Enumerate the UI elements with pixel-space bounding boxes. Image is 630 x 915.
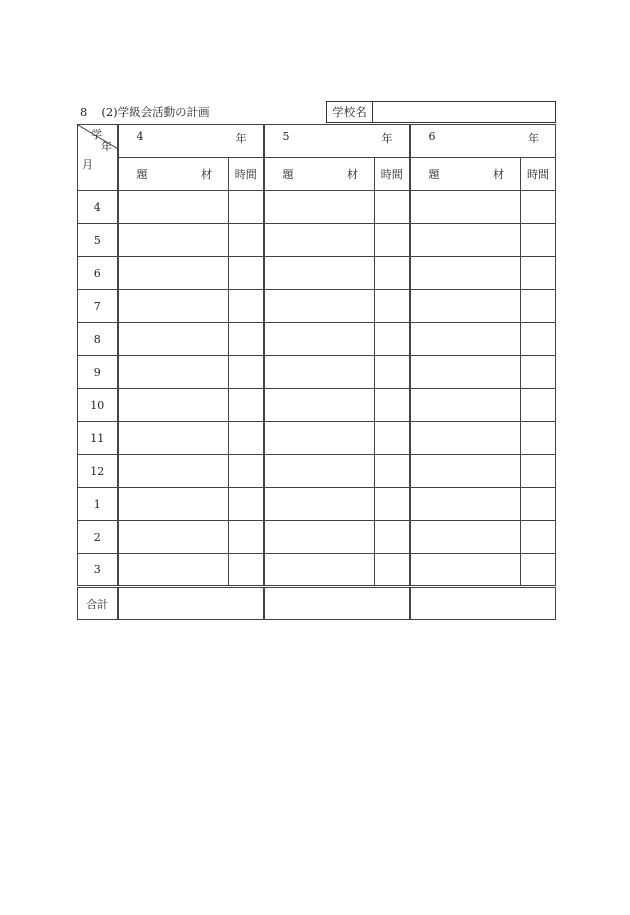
topic-cell[interactable] (264, 224, 375, 257)
grade-4-header (118, 125, 264, 158)
hours-cell[interactable] (229, 257, 264, 290)
grade-5-header (264, 125, 410, 158)
topic-cell[interactable] (264, 323, 375, 356)
hours-cell[interactable] (521, 455, 556, 488)
month-label: 6 (78, 257, 118, 290)
total-label: 合計 (78, 587, 118, 620)
hours-cell[interactable] (521, 257, 556, 290)
month-row (78, 290, 556, 323)
hours-cell[interactable] (375, 455, 410, 488)
hours-cell[interactable] (229, 422, 264, 455)
topic-cell[interactable] (118, 455, 229, 488)
hours-cell[interactable] (229, 521, 264, 554)
topic-cell[interactable] (118, 191, 229, 224)
month-row (78, 191, 556, 224)
topic-cell[interactable] (264, 455, 375, 488)
month-row (78, 257, 556, 290)
topic-cell[interactable] (410, 389, 521, 422)
hours-cell[interactable] (229, 290, 264, 323)
topic-cell[interactable] (118, 422, 229, 455)
grade-unit: 年 (528, 132, 539, 145)
hours-cell[interactable] (375, 488, 410, 521)
topic-cell[interactable] (410, 356, 521, 389)
topic-cell[interactable] (264, 488, 375, 521)
topic-cell[interactable] (264, 521, 375, 554)
topic-cell[interactable] (410, 224, 521, 257)
month-row (78, 521, 556, 554)
grade-number: 4 (136, 130, 144, 143)
hours-cell[interactable] (375, 521, 410, 554)
month-label: 8 (78, 323, 118, 356)
month-label: 10 (78, 389, 118, 422)
grade-unit: 年 (235, 132, 247, 145)
topic-cell[interactable] (118, 224, 229, 257)
page-title (80, 104, 210, 120)
topic-cell[interactable] (118, 488, 229, 521)
month-label: 7 (78, 290, 118, 323)
month-label: 3 (78, 554, 118, 587)
hours-cell[interactable] (229, 488, 264, 521)
topic-cell[interactable] (118, 521, 229, 554)
corner-gaku: 学 (91, 128, 102, 141)
topic-cell[interactable] (410, 554, 521, 587)
topic-cell[interactable] (118, 323, 229, 356)
hours-cell[interactable] (229, 455, 264, 488)
topic-cell[interactable] (118, 356, 229, 389)
plan-table (77, 124, 556, 620)
month-row (78, 224, 556, 257)
corner-nen: 年 (101, 140, 112, 153)
grade-unit: 年 (381, 132, 393, 145)
topic-cell[interactable] (118, 389, 229, 422)
hours-cell[interactable] (229, 323, 264, 356)
hours-cell[interactable] (521, 554, 556, 587)
school-name-label: 学校名 (326, 101, 373, 123)
column-header-row (78, 158, 556, 191)
school-name-field[interactable] (372, 101, 556, 123)
topic-cell[interactable] (264, 191, 375, 224)
topic-cell[interactable] (264, 290, 375, 323)
hours-cell[interactable] (375, 323, 410, 356)
topic-cell[interactable] (410, 191, 521, 224)
hours-cell[interactable] (229, 389, 264, 422)
topic-cell[interactable] (410, 323, 521, 356)
topic-cell[interactable] (410, 488, 521, 521)
total-row (78, 587, 556, 620)
time-header: 時間 (521, 158, 556, 191)
topic-header: 題 材 (264, 158, 375, 191)
topic-header: 題 材 (410, 158, 521, 191)
hours-cell[interactable] (521, 224, 556, 257)
topic-cell[interactable] (410, 455, 521, 488)
month-label: 2 (78, 521, 118, 554)
month-row (78, 323, 556, 356)
total-grade-6-cell[interactable] (410, 587, 556, 620)
topic-header: 題 材 (118, 158, 229, 191)
grade-number: 6 (428, 130, 436, 143)
hours-cell[interactable] (375, 191, 410, 224)
month-row (78, 554, 556, 587)
total-grade-4-cell[interactable] (118, 587, 264, 620)
topic-cell[interactable] (410, 521, 521, 554)
hours-cell[interactable] (521, 488, 556, 521)
month-label: 1 (78, 488, 118, 521)
topic-cell[interactable] (264, 257, 375, 290)
grade-header-row (78, 125, 556, 158)
hours-cell[interactable] (375, 554, 410, 587)
topic-cell[interactable] (118, 257, 229, 290)
month-label: 5 (78, 224, 118, 257)
grade-number: 5 (282, 130, 290, 143)
topic-cell[interactable] (410, 257, 521, 290)
hours-cell[interactable] (521, 356, 556, 389)
month-label: 11 (78, 422, 118, 455)
total-grade-5-cell[interactable] (264, 587, 410, 620)
hours-cell[interactable] (521, 389, 556, 422)
corner-tsuki: 月 (82, 158, 93, 171)
grade-6-header (410, 125, 556, 158)
topic-cell[interactable] (118, 554, 229, 587)
topic-cell[interactable] (264, 389, 375, 422)
topic-cell[interactable] (410, 422, 521, 455)
month-row (78, 488, 556, 521)
hours-cell[interactable] (375, 389, 410, 422)
topic-cell[interactable] (264, 554, 375, 587)
hours-cell[interactable] (229, 224, 264, 257)
time-header: 時間 (229, 158, 264, 191)
section-title: (2)学級会活動の計画 (101, 105, 210, 119)
hours-cell[interactable] (521, 422, 556, 455)
hours-cell[interactable] (521, 290, 556, 323)
hours-cell[interactable] (375, 356, 410, 389)
month-row (78, 389, 556, 422)
hours-cell[interactable] (375, 290, 410, 323)
hours-cell[interactable] (229, 191, 264, 224)
topic-cell[interactable] (264, 356, 375, 389)
corner-cell (78, 125, 118, 191)
hours-cell[interactable] (521, 521, 556, 554)
month-label: 9 (78, 356, 118, 389)
hours-cell[interactable] (229, 554, 264, 587)
month-row (78, 455, 556, 488)
topic-cell[interactable] (118, 290, 229, 323)
hours-cell[interactable] (375, 422, 410, 455)
topic-cell[interactable] (410, 290, 521, 323)
hours-cell[interactable] (375, 224, 410, 257)
month-row (78, 356, 556, 389)
hours-cell[interactable] (375, 257, 410, 290)
month-label: 4 (78, 191, 118, 224)
month-label: 12 (78, 455, 118, 488)
hours-cell[interactable] (229, 356, 264, 389)
time-header: 時間 (375, 158, 410, 191)
hours-cell[interactable] (521, 323, 556, 356)
section-number: 8 (80, 105, 88, 119)
topic-cell[interactable] (264, 422, 375, 455)
month-row (78, 422, 556, 455)
hours-cell[interactable] (521, 191, 556, 224)
